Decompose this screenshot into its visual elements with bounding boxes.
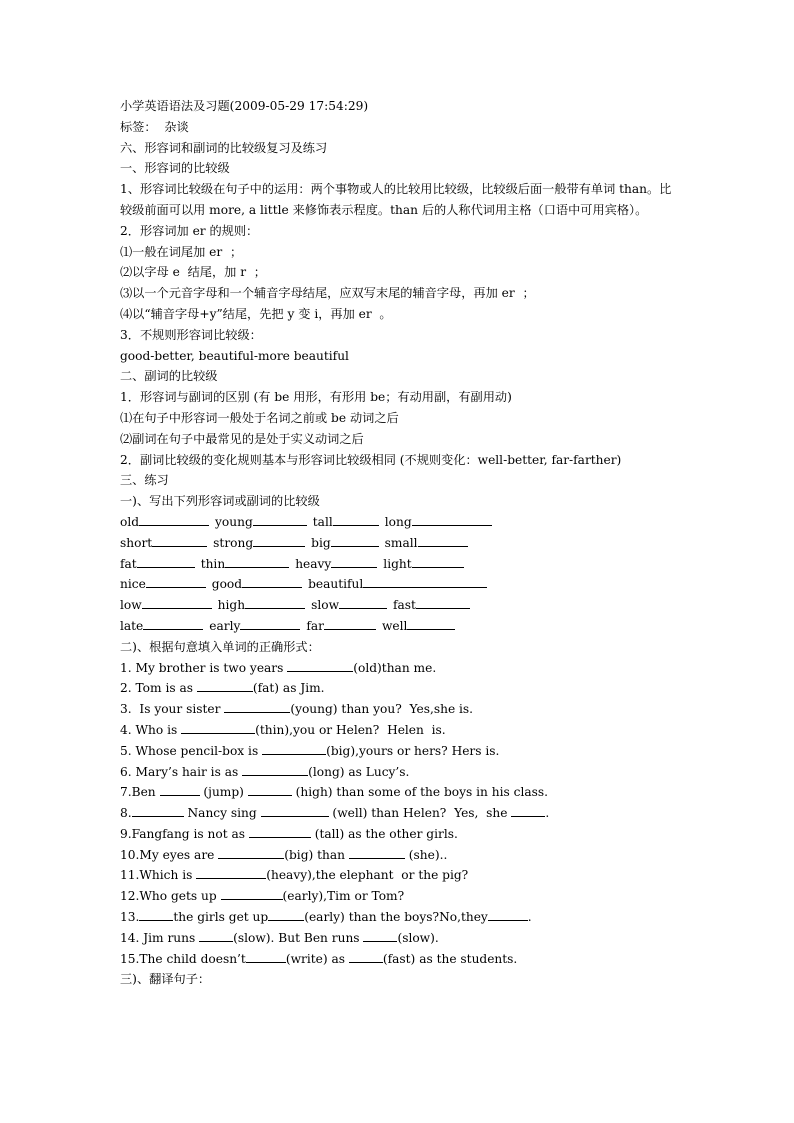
exercise1-item [382, 616, 455, 637]
answer-blank[interactable] [488, 907, 528, 921]
exercise2-sentence [120, 886, 680, 907]
exercise1-word: good [211, 577, 243, 592]
document-page [120, 96, 680, 990]
exercise1-row [120, 554, 680, 575]
exercise1-item [306, 616, 376, 637]
answer-blank[interactable] [196, 865, 266, 879]
sentence-text: (write) as [285, 951, 349, 966]
rule-item: ⑵以字母 e 结尾，加 r ； [120, 265, 266, 280]
exercise1-item [120, 616, 203, 637]
answer-blank[interactable] [349, 949, 383, 963]
exercise2-sentence [120, 720, 680, 741]
answer-blank[interactable] [143, 616, 203, 630]
answer-blank[interactable] [333, 512, 379, 526]
answer-blank[interactable] [349, 845, 405, 859]
answer-blank[interactable] [324, 616, 376, 630]
sentence-text: (tall) as the other girls. [310, 826, 458, 841]
exercise1-word: early [209, 618, 241, 633]
answer-blank[interactable] [418, 533, 468, 547]
exercise1-word: beautiful [308, 577, 364, 592]
answer-blank[interactable] [242, 762, 308, 776]
answer-blank[interactable] [248, 782, 292, 796]
exercise2-sentence [120, 845, 680, 866]
exercise2-sentence [120, 699, 680, 720]
sentence-text: (jump) [199, 785, 248, 800]
exercise1-item [213, 533, 305, 554]
exercise1-item [201, 554, 290, 575]
sentence-text: (big) than [284, 847, 349, 862]
sentence-text: (thin),you or Helen? Helen is. [255, 722, 446, 737]
sentence-text: 3. Is your sister [120, 702, 225, 717]
exercise2-sentence [120, 928, 680, 949]
sentence-text: 14. Jim runs [120, 930, 200, 945]
exercise1-word: long [384, 514, 412, 529]
answer-blank[interactable] [416, 595, 470, 609]
answer-blank[interactable] [139, 907, 173, 921]
exercise1-item [120, 574, 206, 595]
exercise1-title: 一)、写出下列形容词或副词的比较级 [120, 494, 320, 509]
answer-blank[interactable] [218, 845, 284, 859]
exercise1-word: big [311, 535, 331, 550]
answer-blank[interactable] [253, 512, 307, 526]
answer-blank[interactable] [245, 595, 305, 609]
sentence-text: . [545, 806, 550, 821]
sentence-text: 7.Ben [120, 785, 160, 800]
irregular-examples: good-better, beautiful-more beautiful [120, 348, 349, 363]
rule-item: ⑴一般在词尾加 er ； [120, 244, 243, 259]
answer-blank[interactable] [152, 533, 207, 547]
answer-blank[interactable] [407, 616, 455, 630]
answer-blank[interactable] [412, 512, 492, 526]
exercise2-sentence [120, 658, 680, 679]
exercise1-word: high [217, 598, 246, 613]
exercise2-sentence [120, 678, 680, 699]
section-heading: 六、形容词和副词的比较级复习及练习 [120, 140, 328, 155]
exercise1-item [212, 574, 302, 595]
exercise1-word: well [381, 618, 408, 633]
exercise1-word: strong [213, 535, 254, 550]
sentence-text: . [527, 910, 532, 925]
rule-item: ⑷以“辅音字母+y”结尾，先把 y 变 i，再加 er 。 [120, 306, 392, 321]
sentence-text: (big),yours or hers? Hers is. [326, 743, 500, 758]
exercise1-item [120, 533, 207, 554]
exercise1-item [385, 533, 468, 554]
exercise1-row [120, 616, 680, 637]
sentence-text: 11.Which is [120, 868, 197, 883]
sentence-text: the girls get up [173, 910, 269, 925]
answer-blank[interactable] [253, 533, 305, 547]
exercise2-sentence [120, 762, 680, 783]
exercise1-item [311, 533, 379, 554]
sentence-text: 2. Tom is as [120, 681, 197, 696]
tags-line: 标签： 杂谈 [120, 119, 189, 134]
exercise1-word: fat [120, 556, 137, 571]
sentence-text: (fast) as the students. [382, 951, 518, 966]
exercise1-item [209, 616, 300, 637]
answer-blank[interactable] [240, 616, 300, 630]
exercise1-row [120, 595, 680, 616]
sentence-text: (long) as Lucy’s. [308, 764, 410, 779]
exercise2-sentence [120, 782, 680, 803]
exercise1-word: fast [393, 598, 416, 613]
exercise1-word: short [120, 535, 153, 550]
exercise1-row [120, 533, 680, 554]
exercise1-word: late [120, 618, 144, 633]
answer-blank[interactable] [262, 741, 326, 755]
answer-blank[interactable] [142, 595, 212, 609]
exercise1-item [393, 595, 470, 616]
exercise3-title: 三)、翻译句子： [120, 972, 211, 987]
paragraph-usage: 1、形容词比较级在句子中的运用：两个事物或人的比较用比较级，比较级后面一般带有单词 than。比较级前面可以用 more, a little 来修饰表示程度。than 后的人称代词用主格（口语中可用宾格）。 [120, 182, 672, 217]
exercise2-sentence [120, 865, 680, 886]
sentence-text: (early) than the boys?No,they [304, 910, 488, 925]
sentence-text: 12.Who gets up [120, 889, 221, 904]
exercise1-word: far [306, 618, 324, 633]
answer-blank[interactable] [363, 928, 397, 942]
exercise1-item [308, 574, 487, 595]
sentence-text: (slow). [397, 930, 439, 945]
sentence-text: 4. Who is [120, 722, 182, 737]
answer-blank[interactable] [339, 595, 387, 609]
answer-blank[interactable] [199, 928, 233, 942]
exercise2-list [120, 658, 680, 970]
exercise1-grid [120, 512, 680, 637]
sentence-text: 6. Mary’s hair is as [120, 764, 243, 779]
answer-blank[interactable] [197, 678, 253, 692]
sentence-text: (fat) as Jim. [252, 681, 325, 696]
exercise1-word: low [120, 598, 142, 613]
difference-item: ⑵副词在句子中最常见的是处于实义动词之后 [120, 431, 364, 446]
difference-heading: 1．形容词与副词的区别 (有 be 用形，有形用 be；有动用副，有副用动) [120, 390, 512, 405]
answer-blank[interactable] [242, 574, 302, 588]
exercise1-word: tall [312, 514, 333, 529]
exercise1-word: nice [120, 577, 146, 592]
answer-blank[interactable] [221, 886, 283, 900]
difference-item: ⑴在句子中形容词一般处于名词之前或 be 动词之后 [120, 410, 399, 425]
answer-blank[interactable] [137, 554, 195, 568]
sentence-text: 15.The child doesn’t [120, 951, 246, 966]
part-heading-adjectives: 一、形容词的比较级 [120, 161, 230, 176]
exercise1-item [120, 512, 209, 533]
sentence-text: 5. Whose pencil-box is [120, 743, 263, 758]
sentence-text: 8. [120, 806, 132, 821]
exercise1-word: small [384, 535, 418, 550]
answer-blank[interactable] [132, 803, 184, 817]
part-heading-adverbs: 二、副词的比较级 [120, 369, 218, 384]
exercise1-item [215, 512, 307, 533]
exercise1-word: heavy [295, 556, 332, 571]
part-heading-exercises: 三、练习 [120, 473, 169, 488]
sentence-text: (young) than you? Yes,she is. [290, 702, 474, 717]
exercise1-word: old [120, 514, 140, 529]
exercise1-item [311, 595, 387, 616]
rule-item: ⑶以一个元音字母和一个辅音字母结尾，应双写末尾的辅音字母，再加 er ； [120, 286, 535, 301]
sentence-text: (early),Tim or Tom? [282, 889, 405, 904]
sentence-text: (she).. [404, 847, 448, 862]
exercise1-item [385, 512, 492, 533]
answer-blank[interactable] [181, 720, 255, 734]
answer-blank[interactable] [511, 803, 545, 817]
answer-blank[interactable] [225, 554, 289, 568]
exercise2-sentence [120, 824, 680, 845]
rule-heading: 2．形容词加 er 的规则： [120, 223, 259, 238]
sentence-text: 9.Fangfang is not as [120, 826, 249, 841]
answer-blank[interactable] [412, 554, 464, 568]
exercise1-row [120, 574, 680, 595]
exercise2-sentence [120, 907, 680, 928]
exercise2-sentence [120, 803, 680, 824]
answer-blank[interactable] [224, 699, 290, 713]
answer-blank[interactable] [139, 512, 209, 526]
exercise2-sentence [120, 741, 680, 762]
answer-blank[interactable] [249, 824, 311, 838]
exercise1-item [383, 554, 463, 575]
sentence-text: 1. My brother is two years [120, 660, 288, 675]
sentence-text: Nancy sing [183, 806, 261, 821]
answer-blank[interactable] [261, 803, 329, 817]
answer-blank[interactable] [363, 574, 487, 588]
sentence-text: (well) than Helen? Yes, she [328, 806, 512, 821]
exercise1-word: slow [311, 598, 339, 613]
exercise2-sentence [120, 949, 680, 970]
exercise1-word: light [383, 556, 412, 571]
answer-blank[interactable] [287, 658, 353, 672]
answer-blank[interactable] [331, 533, 379, 547]
exercise1-item [313, 512, 379, 533]
answer-blank[interactable] [246, 949, 286, 963]
answer-blank[interactable] [331, 554, 377, 568]
answer-blank[interactable] [146, 574, 206, 588]
exercise1-row [120, 512, 680, 533]
sentence-text: 10.My eyes are [120, 847, 219, 862]
irregular-heading: 3．不规则形容词比较级： [120, 327, 262, 342]
exercise1-item [120, 595, 212, 616]
adverb-rule: 2．副词比较级的变化规则基本与形容词比较级相同 (不规则变化：well-better, far-farther) [120, 452, 622, 467]
sentence-text: (high) than some of the boys in his class. [291, 785, 548, 800]
sentence-text: (heavy),the elephant or the pig? [266, 868, 469, 883]
answer-blank[interactable] [160, 782, 200, 796]
exercise1-item [120, 554, 195, 575]
document-title: 小学英语语法及习题(2009-05-29 17:54:29) [120, 99, 369, 113]
exercise1-item [218, 595, 305, 616]
answer-blank[interactable] [268, 907, 304, 921]
exercise1-word: young [215, 514, 253, 529]
sentence-text: 13. [120, 910, 140, 925]
exercise2-title: 二)、根据句意填入单词的正确形式： [120, 639, 320, 654]
sentence-text: (old)than me. [353, 660, 437, 675]
sentence-text: (slow). But Ben runs [233, 930, 364, 945]
exercise1-item [295, 554, 377, 575]
exercise1-word: thin [200, 556, 226, 571]
